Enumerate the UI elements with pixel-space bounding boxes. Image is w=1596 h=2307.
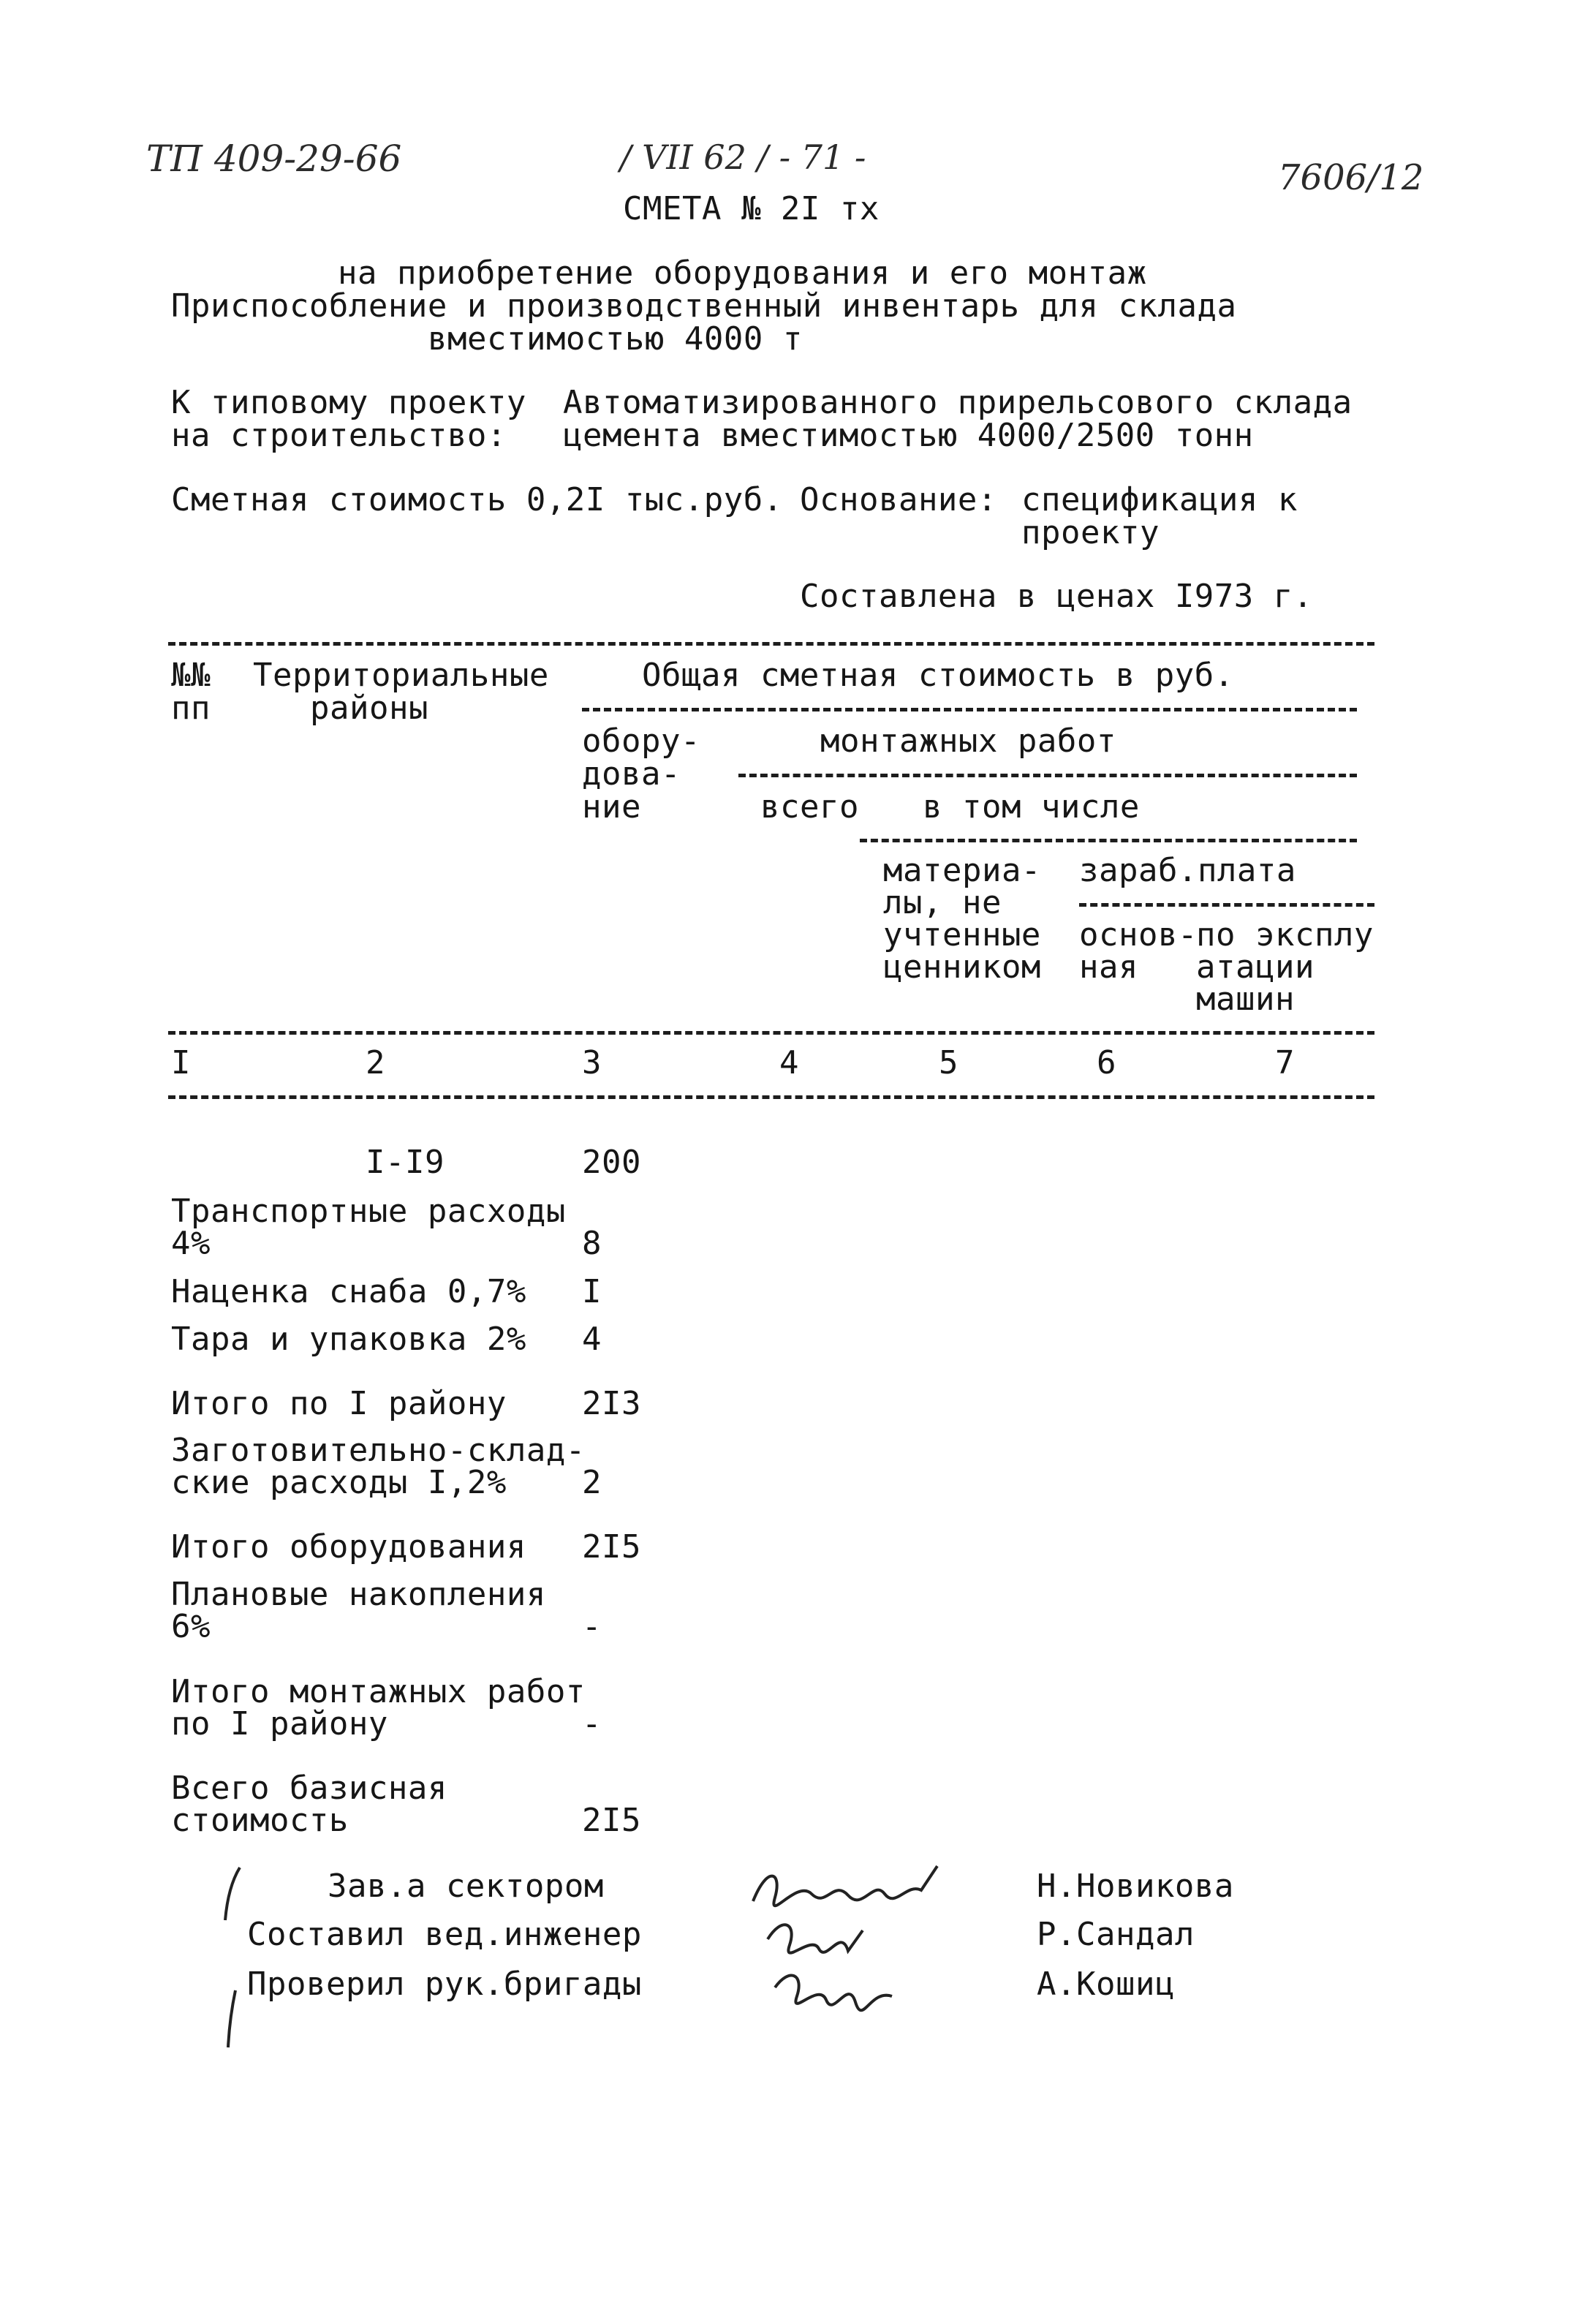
row-value: I <box>582 1273 602 1310</box>
row-label: 4% <box>171 1225 211 1262</box>
project-value-line-2: цемента вместимостью 4000/2500 тонн <box>563 417 1254 454</box>
header-materials-line-4: ценником <box>883 948 1041 986</box>
header-region-line-1: Территориальные <box>253 657 549 694</box>
header-materials-line-2: лы, не <box>883 884 1002 921</box>
signature-role: Проверил рук.бригады <box>247 1966 642 2003</box>
header-region-line-2: районы <box>310 690 428 727</box>
row-value: 2 <box>582 1464 602 1501</box>
signature-name: Р.Сандал <box>1037 1916 1195 1953</box>
sheet-number: 7606/12 <box>1278 157 1424 198</box>
row-label: 6% <box>171 1608 211 1645</box>
header-materials-line-3: учтенные <box>883 916 1041 954</box>
basis-label: Основание: <box>800 481 997 518</box>
prices-year: Составлена в ценах I973 г. <box>800 578 1313 615</box>
rule-under-wages <box>1079 903 1374 907</box>
project-value-line-1: Автоматизированного прирельсового склада <box>563 384 1353 421</box>
row-value: 2I3 <box>582 1385 641 1422</box>
row-value: 8 <box>582 1225 602 1262</box>
basis-line-1: спецификация к <box>1021 481 1298 518</box>
column-number: I <box>171 1044 191 1081</box>
project-label-line-2: на строительство: <box>171 417 507 454</box>
row-value: 2I5 <box>582 1802 641 1839</box>
column-number: 7 <box>1275 1044 1295 1081</box>
signature-role: Зав.а сектором <box>328 1868 604 1905</box>
rule-under-total-cost <box>582 708 1357 711</box>
subtitle-line-3: вместимостью 4000 т <box>428 320 803 358</box>
header-total-cost: Общая сметная стоимость в руб. <box>642 657 1234 694</box>
subtitle-line-2: Приспособление и производственный инвентарь для склада <box>171 287 1237 325</box>
header-machines-line-3: машин <box>1196 981 1295 1018</box>
header-wages: зараб.плата <box>1079 852 1296 889</box>
rule-below-column-numbers <box>168 1095 1374 1099</box>
header-materials-line-1: материа- <box>883 852 1041 889</box>
row-value: - <box>582 1705 602 1742</box>
column-number: 2 <box>366 1044 385 1081</box>
rule-under-including <box>860 839 1357 842</box>
header-machines-line-2: атации <box>1196 948 1315 986</box>
project-code: ТП 409-29-66 <box>146 137 402 180</box>
row-label: Тара и упаковка 2% <box>171 1321 526 1358</box>
subtitle-line-1: на приобретение оборудования и его монтаж <box>338 254 1147 292</box>
estimated-cost: Сметная стоимость 0,2I тыс.руб. <box>171 481 783 518</box>
table-top-rule <box>168 642 1374 646</box>
row-label: Наценка снаба 0,7% <box>171 1273 526 1310</box>
header-including: в том числе <box>923 788 1140 826</box>
project-label-line-1: К типовому проекту <box>171 384 526 421</box>
rule-above-column-numbers <box>168 1031 1374 1035</box>
row-label: I-I9 <box>366 1144 445 1181</box>
column-number: 4 <box>779 1044 799 1081</box>
header-num-line-2: пп <box>171 690 211 727</box>
header-all: всего <box>760 788 859 826</box>
signature-role: Составил вед.инженер <box>247 1916 642 1953</box>
signature-name: Н.Новикова <box>1037 1868 1234 1905</box>
row-label: Итого оборудования <box>171 1528 526 1566</box>
row-label: Итого монтажных работ <box>171 1673 586 1710</box>
header-basic-line-1: основ- <box>1079 916 1198 954</box>
header-equipment-line-1: обору- <box>582 722 700 760</box>
estimate-title: СМЕТА № 2I тх <box>623 190 880 227</box>
row-value: 4 <box>582 1321 602 1358</box>
row-label: по I району <box>171 1705 388 1742</box>
row-value: 2I5 <box>582 1528 641 1566</box>
handwritten-reference: / VII 62 / - 71 - <box>620 137 866 177</box>
row-value: - <box>582 1608 602 1645</box>
row-label: Заготовительно-склад- <box>171 1432 586 1469</box>
header-equipment-line-3: ние <box>582 788 641 826</box>
row-label: Транспортные расходы <box>171 1193 566 1230</box>
row-label: ские расходы I,2% <box>171 1464 507 1501</box>
header-machines-line-1: по эксплу <box>1196 916 1374 954</box>
column-number: 5 <box>939 1044 958 1081</box>
handwritten-signatures <box>746 1857 950 2040</box>
header-basic-line-2: ная <box>1079 948 1138 986</box>
column-number: 3 <box>582 1044 602 1081</box>
rule-under-installation <box>738 774 1357 777</box>
header-num-line-1: №№ <box>171 657 211 694</box>
row-label: Плановые накопления <box>171 1576 546 1613</box>
margin-bracket-marks <box>219 1865 249 2055</box>
row-label: Итого по I району <box>171 1385 507 1422</box>
row-label: Всего базисная <box>171 1770 447 1807</box>
column-number: 6 <box>1097 1044 1116 1081</box>
signature-name: А.Кошиц <box>1037 1966 1175 2003</box>
header-installation: монтажных работ <box>820 722 1116 760</box>
row-value: 200 <box>582 1144 641 1181</box>
row-label: стоимость <box>171 1802 349 1839</box>
header-equipment-line-2: дова- <box>582 755 681 793</box>
basis-line-2: проекту <box>1021 514 1160 551</box>
